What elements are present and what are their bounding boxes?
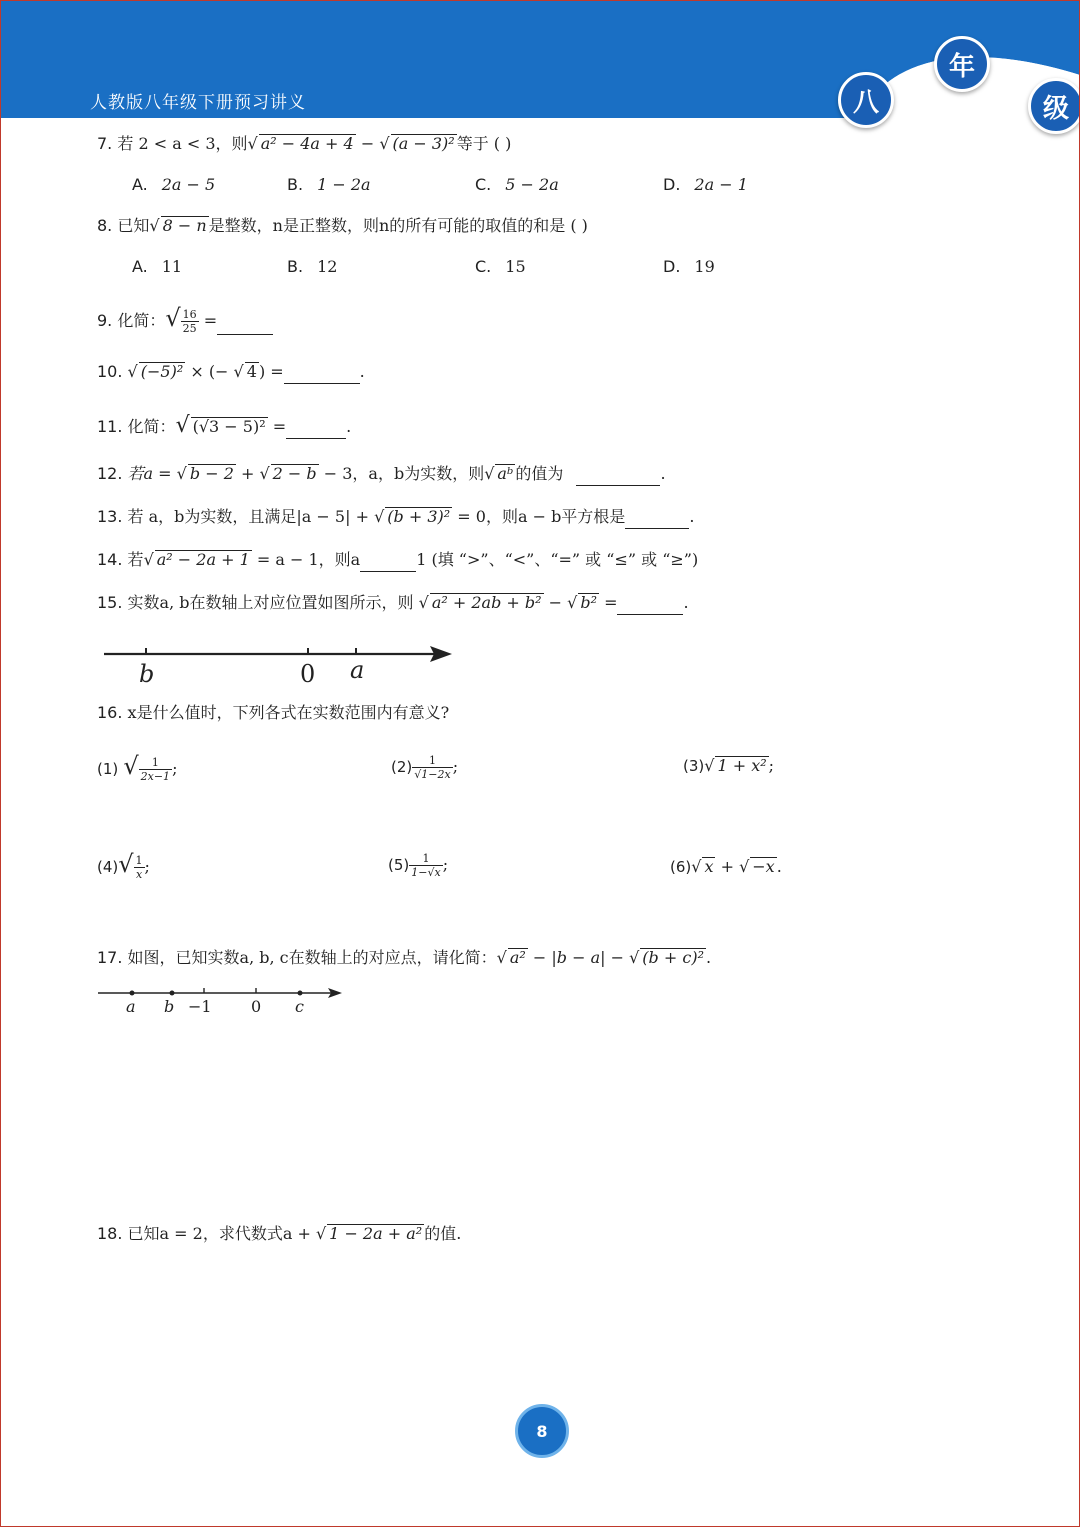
numberline2-label-neg1: −1: [188, 997, 212, 1016]
q16-item-2: (2) $\frac{1}{√1-2x}$ ;: [391, 754, 459, 781]
q7-option-c[interactable]: C. 5 − 2a: [475, 175, 559, 194]
answer-blank[interactable]: [617, 598, 683, 615]
answer-blank[interactable]: [625, 512, 689, 529]
q8-option-c[interactable]: C. 15: [475, 257, 526, 276]
q7-option-d[interactable]: D. 2a − 1: [663, 175, 748, 194]
answer-blank[interactable]: [286, 422, 346, 439]
question-12: 12. 若a = √ b − 2 + √ 2 − b − 3，a，b为实数，则√ aᵇ 的值为 .: [97, 462, 666, 486]
numberline-label-a: a: [350, 656, 365, 684]
numberline2-label-a: a: [126, 997, 136, 1016]
q7-option-b[interactable]: B. 1 − 2a: [287, 175, 371, 194]
question-17: 17. 如图，已知实数a, b, c在数轴上的对应点，请化简：√ a² − |b − a| − √ (b + c)² .: [97, 948, 712, 967]
page-number: 8: [515, 1404, 569, 1458]
answer-blank[interactable]: [360, 555, 416, 572]
answer-blank[interactable]: [217, 318, 273, 335]
question-10: 10. √ (−5)² × (− √ 4 ) = .: [97, 360, 365, 384]
question-7: 7. 若 2 < a < 3，则√ a² − 4a + 4 − √ (a − 3)² 等于 ( ): [97, 134, 512, 153]
number-line-q17: [96, 982, 346, 1018]
answer-blank[interactable]: [576, 469, 660, 486]
answer-blank[interactable]: [284, 367, 360, 384]
q8-option-b[interactable]: B. 12: [287, 257, 338, 276]
question-16: 16. x是什么值时，下列各式在实数范围内有意义?: [97, 703, 450, 722]
question-9: 9. 化简：√ $\frac{16}{25}$ =: [97, 306, 273, 335]
question-14: 14. 若√ a² − 2a + 1 = a − 1，则a 1 (填 “>”、“<”、“=” 或 “≤” 或 “≥”): [97, 548, 698, 572]
question-11: 11. 化简：√ (√3 − 5)² = .: [97, 413, 352, 438]
q8-option-a[interactable]: A. 11: [132, 257, 183, 276]
header-banner: [0, 0, 1080, 140]
q16-item-6: (6)√ x + √ −x .: [670, 857, 782, 876]
q8-option-d[interactable]: D. 19: [663, 257, 715, 276]
numberline-label-zero: 0: [300, 660, 316, 688]
q16-item-3: (3)√ 1 + x² ;: [683, 756, 775, 775]
page-header: [0, 0, 1080, 124]
q16-item-1: (1) √ $\frac{1}{2x-1}$ ;: [97, 752, 178, 783]
question-18: 18. 已知a = 2，求代数式a + √ 1 − 2a + a² 的值.: [97, 1224, 462, 1243]
numberline2-label-c: c: [295, 997, 304, 1016]
grade-badge-ji: 级: [1028, 78, 1080, 134]
q7-option-a[interactable]: A. 2a − 5: [132, 175, 216, 194]
header-title: 人教版八年级下册预习讲义: [90, 93, 306, 113]
numberline2-label-zero: 0: [251, 997, 262, 1016]
q16-item-5: (5) $\frac{1}{1-√x}$ ;: [388, 852, 449, 879]
question-13: 13. 若 a，b为实数，且满足|a − 5| + √ (b + 3)² = 0，则a − b平方根是 .: [97, 505, 694, 529]
question-8: 8. 已知√ 8 − n 是整数，n是正整数，则n的所有可能的取值的和是 ( ): [97, 216, 588, 235]
number-line-q15: [100, 638, 460, 690]
q16-item-4: (4)√ $\frac{1}{x}$ ;: [97, 850, 150, 881]
numberline-label-b: b: [139, 660, 155, 688]
question-15: 15. 实数a, b在数轴上对应位置如图所示，则 √ a² + 2ab + b² − √ b² = .: [97, 591, 689, 615]
grade-badge-ba: 八: [838, 72, 894, 128]
numberline2-label-b: b: [164, 997, 175, 1016]
grade-badge-nian: 年: [934, 36, 990, 92]
